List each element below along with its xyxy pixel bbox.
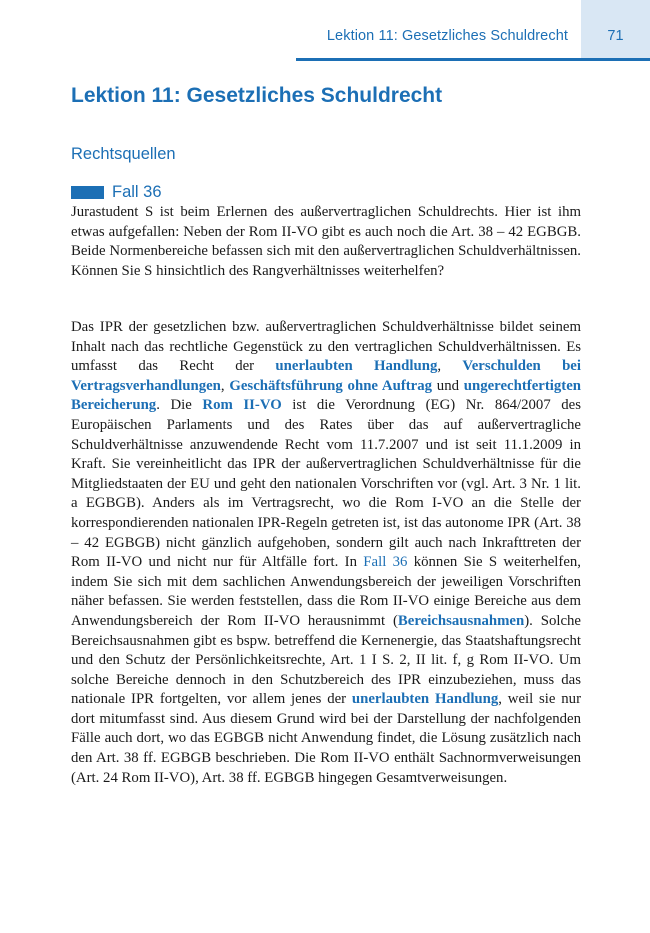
body-text-segment: , <box>220 377 230 394</box>
body-text-segment: . Die <box>156 397 203 414</box>
body-text-segment: und <box>432 377 464 394</box>
keyword-rom-ii-vo: Rom II-VO <box>202 397 282 414</box>
keyword-ungerechtfertigte-bereicherung: ungerechtfertigten Bereicherung <box>71 377 581 414</box>
case-text: Jurastudent S ist beim Erlernen des außervertraglichen Schuldrechts. Hier ist ihm etwas aufgefallen: Neben der Rom II-VO gibt es auch noch die Art. 38 – 42 EGBGB. Beide Normenbereiche befassen sich mit den außervertraglichen Schuldverhältnissen. Können Sie S hinsichtlich des Rangverhältnisses weiterhelfen? <box>71 204 581 279</box>
body-text-segment: ist die Verordnung (EG) Nr. 864/2007 des Europäischen Parlaments und des Rates über das auf außervertragliche Schuldverhältnisse anzuwendende Recht vom 11.7.2007 und ist seit 11.1.2009 in Kraft. Sie vereinheitlicht das IPR der außervertraglichen Schuldverhältnisse für die Mitgliedstaaten der EU und geht den nationalen Vorschriften vor (vgl. Art. 3 Nr. 1 lit. a EGBGB). Anders als im Vertragsrecht, wo die Rom I-VO an die Stelle der korrespondierenden nationalen IPR-Regeln getreten ist, ist das autonome IPR (Art. 38 – 42 EGBGB) nicht gänzlich aufgehoben, sondern gilt auch nach Inkrafttreten der Rom II-VO und nicht nur für Altfälle fort. In <box>71 397 582 571</box>
case-reference-link[interactable]: Fall 36 <box>363 554 408 571</box>
chapter-title: Lektion 11: Gesetzliches Schuldrecht <box>71 84 443 107</box>
header-rule <box>296 58 581 61</box>
running-header <box>0 0 650 60</box>
keyword-unerlaubte-handlung: unerlaubten Handlung <box>275 358 438 375</box>
section-title: Rechtsquellen <box>71 145 176 163</box>
running-title: Lektion 11: Gesetzliches Schuldrecht <box>326 28 568 44</box>
keyword-bereichsausnahmen: Bereichsausnahmen <box>397 612 525 629</box>
page-number: 71 <box>607 28 624 44</box>
case-heading <box>71 182 162 202</box>
body-text-segment: ). Solche Bereichsausnahmen gibt es bspw. betreffend die Kernenergie, das Staatshaftungsrecht und den Schutz der Persönlichkeitsrechte, Art. 1 I S. 2, II lit. f, g Rom II-VO. Um solche Bereiche dennoch in den Schutzbereich des IPR einzubeziehen, muss das nationale IPR fortgelten, vor allem jenes der <box>71 612 581 708</box>
keyword-unerlaubte-handlung-2: unerlaubten Handlung <box>351 691 499 708</box>
body-text-segment: können Sie S weiterhelfen, indem Sie sich mit dem sachlichen Anwendungsbereich der jeweiligen Vorschriften näher befassen. Sie werden feststellen, dass die Rom II-VO einige Bereiche aus dem Anwendungsbereich der Rom II-VO herausnimmt ( <box>71 554 582 629</box>
body-text-segment: , <box>437 358 463 375</box>
case-label: Fall 36 <box>112 182 162 201</box>
keyword-geschaeftsfuehrung-ohne-auftrag: Geschäftsführung ohne Auftrag <box>229 377 433 394</box>
case-marker-bar <box>71 186 104 199</box>
main-text <box>71 318 581 788</box>
body-text-segment: Das IPR der gesetzlichen bzw. außervertraglichen Schuldverhältnisse bildet seinem Inhalt nach das rechtliche Gegenstück zu den vertraglichen Schuldverhältnissen. Es umfasst das Recht der <box>71 319 581 375</box>
body-text-segment: , weil sie nur dort mitumfasst sind. Aus diesem Grund wird bei der Darstellung der nachfolgenden Fälle auch dort, wo das EGBGB nicht Anwendung findet, die Lösung zusätzlich nach den Art. 38 ff. EGBGB beschrieben. Die Rom II-VO enthält Sachnormverweisungen (Art. 24 Rom II-VO), Art. 38 ff. EGBGB hingegen Gesamtverweisungen. <box>71 691 581 786</box>
page-number-box <box>581 0 650 61</box>
keyword-verschulden-bei-vertragsverhandlungen: Verschulden bei Vertragsverhandlungen <box>71 358 581 394</box>
